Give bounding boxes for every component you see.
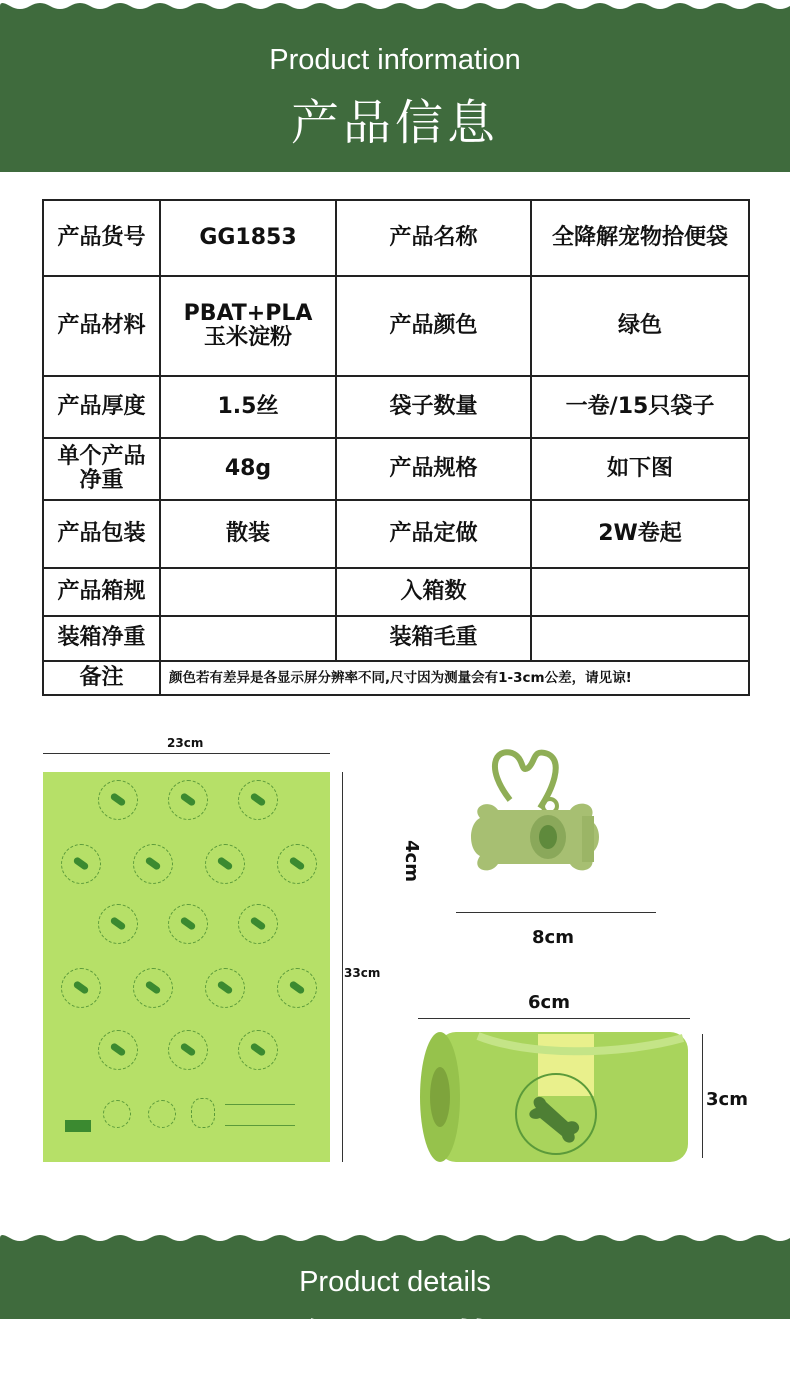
cell-label: 袋子数量 bbox=[336, 376, 531, 438]
compostable-mark-icon bbox=[238, 780, 278, 820]
compostable-mark-icon bbox=[238, 1030, 278, 1070]
cell-label: 装箱毛重 bbox=[336, 616, 531, 661]
dispenser-height-label: 4cm bbox=[401, 840, 422, 882]
cell-value: 2W卷起 bbox=[531, 500, 749, 568]
roll-height-arrow bbox=[702, 1034, 703, 1158]
roll-width-label: 6cm bbox=[528, 992, 570, 1013]
compostable-mark-icon bbox=[133, 968, 173, 1008]
cell-value-material bbox=[160, 276, 336, 376]
cell-value bbox=[531, 568, 749, 616]
weight-label-line1: 单个产品 bbox=[57, 443, 146, 469]
dispenser-width-arrow bbox=[456, 912, 656, 913]
cell-value bbox=[160, 616, 336, 661]
cell-label: 产品名称 bbox=[336, 200, 531, 276]
cell-label: 产品包装 bbox=[43, 500, 160, 568]
cell-value: 如下图 bbox=[531, 438, 749, 500]
cell-value: GG1853 bbox=[160, 200, 336, 276]
cell-label: 产品厚度 bbox=[43, 376, 160, 438]
cell-label: 入箱数 bbox=[336, 568, 531, 616]
bag-height-arrow bbox=[342, 772, 343, 1162]
compostable-mark-icon bbox=[277, 968, 317, 1008]
bag-height-label: 33cm bbox=[344, 966, 381, 980]
compostable-mark-icon bbox=[98, 780, 138, 820]
wave-edge bbox=[0, 0, 790, 12]
material-line1: PBAT+PLA bbox=[183, 300, 313, 326]
cell-value: 散装 bbox=[160, 500, 336, 568]
warning-text-block bbox=[225, 1104, 295, 1126]
compostable-mark-icon bbox=[238, 904, 278, 944]
cell-label: 装箱净重 bbox=[43, 616, 160, 661]
table-row bbox=[43, 276, 749, 376]
dispenser-width-label: 8cm bbox=[532, 927, 574, 948]
roll-height-label: 3cm bbox=[706, 1089, 748, 1110]
bag-tag-icon bbox=[65, 1120, 91, 1132]
table-row bbox=[43, 376, 749, 438]
cell-label: 产品规格 bbox=[336, 438, 531, 500]
header-title-zh: 产品信息 bbox=[290, 95, 499, 151]
cell-value: 1.5丝 bbox=[160, 376, 336, 438]
cell-value bbox=[531, 616, 749, 661]
dispenser-image bbox=[440, 748, 650, 908]
cell-label: 产品箱规 bbox=[43, 568, 160, 616]
cell-value: 一卷/15只袋子 bbox=[531, 376, 749, 438]
wave-edge bbox=[0, 1232, 790, 1244]
compostable-mark-icon bbox=[133, 844, 173, 884]
compostable-mark-icon bbox=[98, 904, 138, 944]
cell-value bbox=[160, 568, 336, 616]
compostable-mark-icon bbox=[168, 904, 208, 944]
compostable-mark-icon bbox=[61, 968, 101, 1008]
bag-width-label: 23cm bbox=[167, 736, 204, 750]
roll-width-arrow bbox=[418, 1018, 690, 1019]
product-info-table bbox=[42, 199, 750, 696]
header-title-en: Product information bbox=[269, 44, 521, 76]
header-banner bbox=[0, 0, 790, 172]
bag-width-arrow bbox=[43, 753, 330, 754]
bag-image bbox=[43, 772, 330, 1162]
compostable-mark-icon bbox=[61, 844, 101, 884]
table-row bbox=[43, 568, 749, 616]
table-row bbox=[43, 616, 749, 661]
footer-title-zh: 产品细节 bbox=[290, 1315, 499, 1371]
compostable-mark-icon bbox=[168, 780, 208, 820]
note-text: 颜色若有差异是各显示屏分辨率不同,尺寸因为测量会有1-3cm公差，请见谅! bbox=[160, 661, 749, 695]
cell-value: 绿色 bbox=[531, 276, 749, 376]
table-row bbox=[43, 438, 749, 500]
footer-title-en: Product details bbox=[299, 1266, 491, 1298]
cell-value: 48g bbox=[160, 438, 336, 500]
cell-label-weight bbox=[43, 438, 160, 500]
footer-banner bbox=[0, 1232, 790, 1371]
certification-icon bbox=[148, 1100, 176, 1128]
compostable-mark-icon bbox=[205, 844, 245, 884]
compostable-mark-icon bbox=[98, 1030, 138, 1070]
note-label: 备注 bbox=[43, 661, 160, 695]
weight-label-line2: 净重 bbox=[79, 468, 124, 493]
cell-label: 产品定做 bbox=[336, 500, 531, 568]
material-line2: 玉米淀粉 bbox=[203, 325, 292, 350]
table-row bbox=[43, 200, 749, 276]
cell-label: 产品材料 bbox=[43, 276, 160, 376]
compostable-mark-icon bbox=[205, 968, 245, 1008]
roll-image bbox=[418, 1026, 700, 1166]
cell-value: 全降解宠物拾便袋 bbox=[531, 200, 749, 276]
cell-label: 产品货号 bbox=[43, 200, 160, 276]
table-row bbox=[43, 661, 749, 695]
certification-icon bbox=[103, 1100, 131, 1128]
cell-label: 产品颜色 bbox=[336, 276, 531, 376]
compostable-mark-icon bbox=[277, 844, 317, 884]
seedling-icon bbox=[191, 1098, 215, 1128]
table-row bbox=[43, 500, 749, 568]
compostable-mark-icon bbox=[168, 1030, 208, 1070]
